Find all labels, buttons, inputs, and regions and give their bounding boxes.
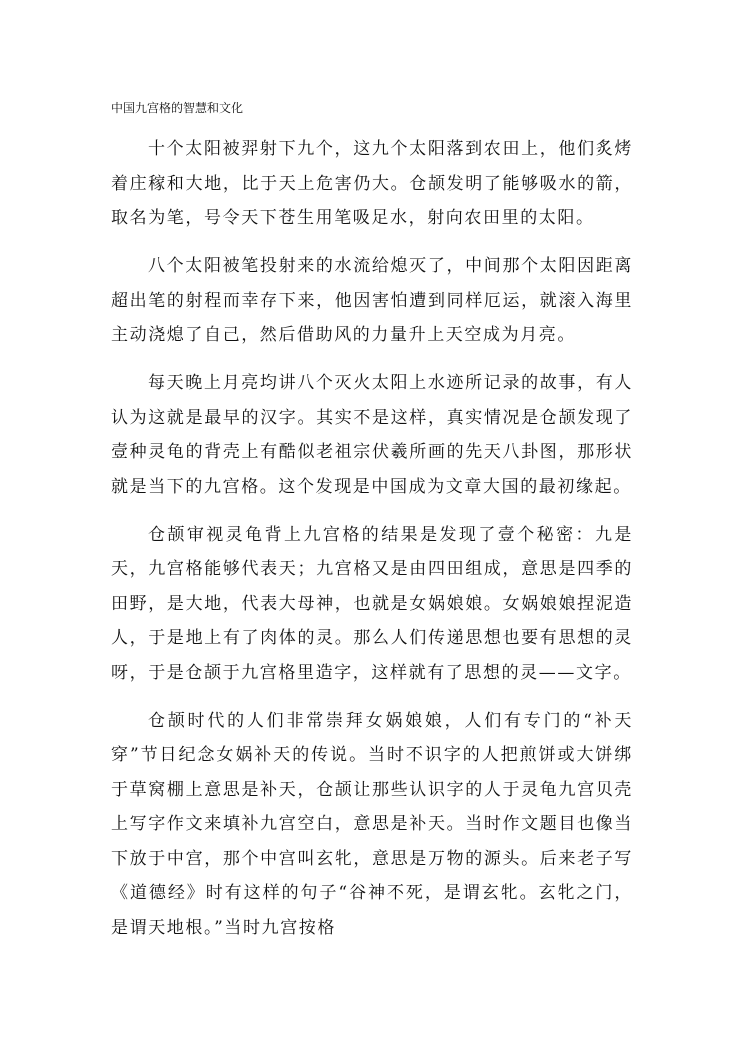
document-title: 中国九宫格的智慧和文化 [111,101,244,115]
paragraph-1: 十个太阳被羿射下九个，这九个太阳落到农田上，他们炙烤着庄稼和大地，比于天上危害仍大。仓颉发明了能够吸水的箭，取名为笔，号令天下苍生用笔吸足水，射向农田里的太阳。 [111,139,633,228]
paragraph-5: 仓颉时代的人们非常崇拜女娲娘娘，人们有专门的“补天穿”节日纪念女娲补天的传说。当时不识字的人把煎饼或大饼绑于草窝棚上意思是补天，仓颉让那些认识字的人于灵龟九宫贝壳上写字作文来填补九宫空白，意思是补天。当时作文题目也像当下放于中宫，那个中宫叫玄牝，意思是万物的源头。后来老子写《道德经》时有这样的句子“谷神不死，是谓玄牝。玄牝之门，是谓天地根。”当时九宫按格 [111,710,633,938]
paragraph-3: 每天晚上月亮均讲八个灭火太阳上水迹所记录的故事，有人认为这就是最早的汉字。其实不是这样，真实情况是仓颉发现了壹种灵龟的背壳上有酷似老祖宗伏羲所画的先天八卦图，那形状就是当下的九宫格。这个发现是中国成为文章大国的最初缘起。 [111,373,633,497]
paragraph-2: 八个太阳被笔投射来的水流给熄灭了，中间那个太阳因距离超出笔的射程而幸存下来，他因害怕遭到同样厄运，就滚入海里主动浇熄了自己，然后借助风的力量升上天空成为月亮。 [111,256,633,345]
paragraph-4: 仓颉审视灵龟背上九宫格的结果是发现了壹个秘密：九是天，九宫格能够代表天；九宫格又是由四田组成，意思是四季的田野，是大地，代表大母神，也就是女娲娘娘。女娲娘娘捏泥造人，于是地上有了肉体的灵。那么人们传递思想也要有思想的灵呀，于是仓颉于九宫格里造字，这样就有了思想的灵——文字。 [111,524,633,683]
document-body [111,132,633,959]
